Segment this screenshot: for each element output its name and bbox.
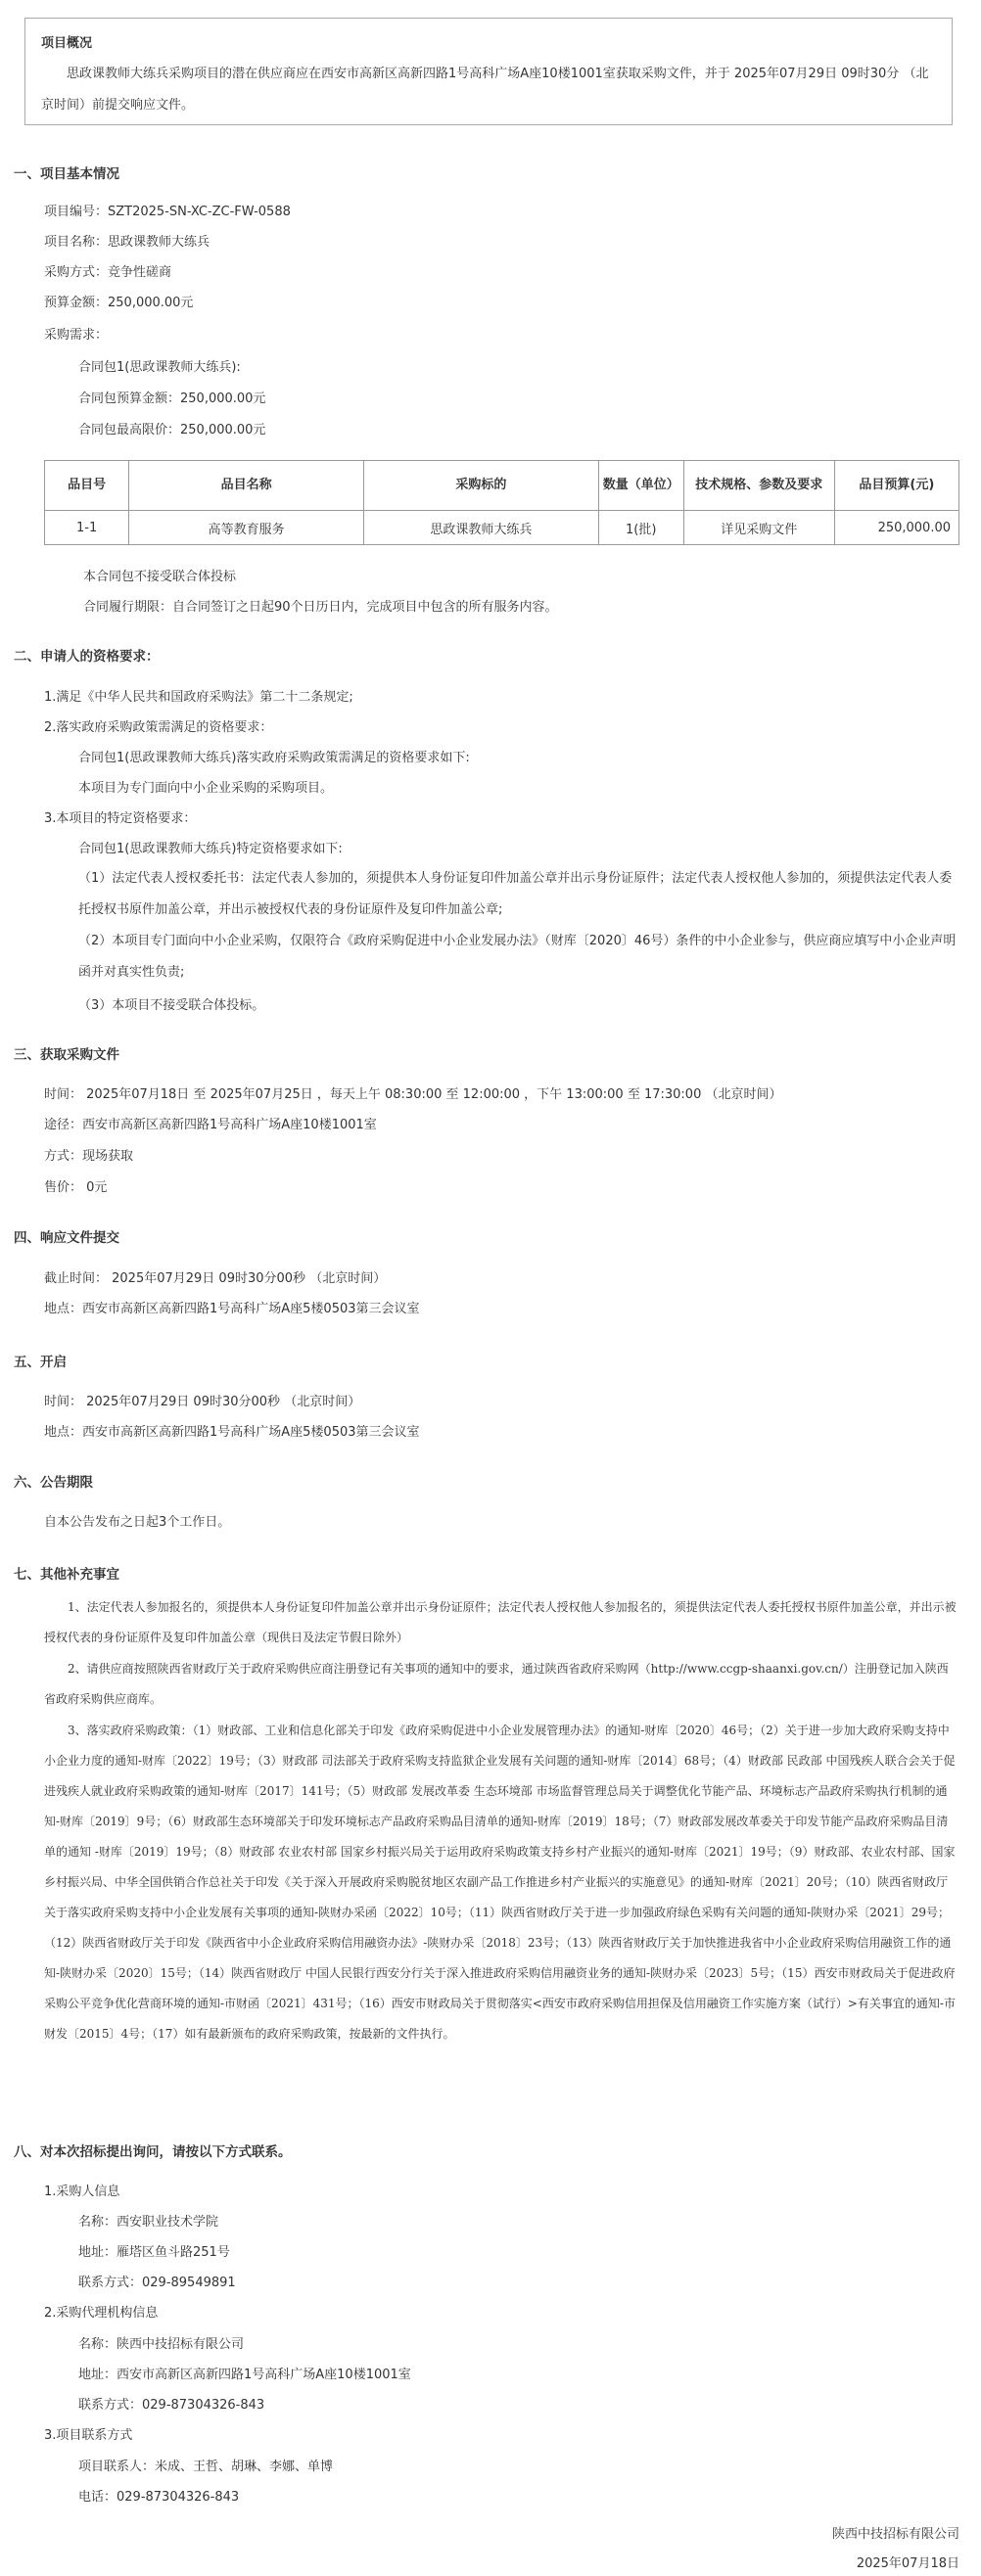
cell-spec: 详见采购文件 [683, 511, 834, 545]
contract-package-max-price: 合同包最高限价：250,000.00元 [78, 423, 266, 437]
footer-date: 2025年07月18日 [856, 2556, 959, 2571]
overview-body: 思政课教师大练兵采购项目的潜在供应商应在西安市高新区高新四路1号高科广场A座10楼1001室获取采购文件，并于 2025年07月29日 09时30分 （北京时间）前提交响应文件。 [41, 67, 929, 113]
project-overview-box [24, 18, 953, 125]
notice-period-text: 自本公告发布之日起3个工作日。 [44, 1515, 231, 1530]
no-consortium-note: 本合同包不接受联合体投标 [83, 570, 237, 584]
section-other-matters-title: 七、其他补充事宜 [14, 1567, 119, 1583]
procurement-items-table [44, 460, 959, 545]
col-header-item-budget: 品目预算(元) [834, 461, 958, 511]
table-row [45, 511, 959, 545]
agency-address: 地址：西安市高新区高新四路1号高科广场A座10楼1001室 [78, 2368, 411, 2382]
cell-quantity: 1(批) [598, 511, 683, 545]
agency-info-label: 2.采购代理机构信息 [44, 2306, 159, 2321]
table-header-row [45, 461, 959, 511]
qualification-item-1: 1.满足《中华人民共和国政府采购法》第二十二条规定; [44, 690, 353, 705]
procurement-method: 采购方式：竞争性磋商 [44, 265, 172, 280]
cell-target: 思政课教师大练兵 [364, 511, 599, 545]
opening-time: 时间： 2025年07月29日 09时30分00秒 （北京时间） [44, 1395, 361, 1409]
col-header-target: 采购标的 [364, 461, 599, 511]
submission-place: 地点：西安市高新区高新四路1号高科广场A座5楼0503第三会议室 [44, 1302, 420, 1316]
agency-phone: 联系方式：029-87304326-843 [78, 2398, 265, 2413]
project-contact-phone: 电话：029-87304326-843 [78, 2490, 240, 2505]
col-header-item-no: 品目号 [45, 461, 129, 511]
section-obtain-docs-title: 三、获取采购文件 [14, 1047, 119, 1063]
qualification-item-2-detail: 合同包1(思政课教师大练兵)落实政府采购政策需满足的资格要求如下: [78, 751, 470, 765]
obtain-way: 方式：现场获取 [44, 1149, 134, 1164]
opening-place: 地点：西安市高新区高新四路1号高科广场A座5楼0503第三会议室 [44, 1425, 420, 1440]
contract-period: 合同履行期限：自合同签订之日起90个日历日内，完成项目中包含的所有服务内容。 [83, 600, 558, 615]
purchaser-info-label: 1.采购人信息 [44, 2185, 120, 2199]
cell-item-name: 高等教育服务 [129, 511, 364, 545]
footer-company: 陕西中技招标有限公司 [831, 2527, 959, 2542]
project-contact-people: 项目联系人：米成、王哲、胡琳、李娜、单博 [78, 2460, 334, 2474]
qualification-item-3-detail: 合同包1(思政课教师大练兵)特定资格要求如下: [78, 842, 343, 856]
obtain-time: 时间： 2025年07月18日 至 2025年07月25日 ，每天上午 08:30:00 至 12:00:00 ，下午 13:00:00 至 17:30:00 （北京时间） [44, 1087, 782, 1102]
qualification-requirement-3: （3）本项目不接受联合体投标。 [78, 998, 265, 1013]
contract-package-name: 合同包1(思政课教师大练兵): [78, 360, 241, 375]
other-matter-3: 3、落实政府采购政策：（1）财政部、工业和信息化部关于印发《政府采购促进中小企业发展管理办法》的通知-财库〔2020〕46号；（2）关于进一步加大政府采购支持中小企业力度的通知-财库〔2022〕19号；（3）财政部 司法部关于政府采购支持监狱企业发展有关问题的通知-财库〔2014〕68号；（4）财政部 民政部 中国残疾人联合会关于促进残疾人就业政府采购政策的通知-财库〔2017〕141号；（5）财政部 发展改革委 生态环境部 市场监督管理总局关于调整优化节能产品、环境标志产品政府采购执行机制的通知-财库〔2019〕9号；（6）财政部生态环境部关于印发环境标志产品政府采购品目清单的通知-财库〔2019〕18号；（7）财政部发展改革委关于印发节能产品政府采购品目清单的通知 -财库〔2019〕19号；（8）财政部 农业农村部 国家乡村振兴局关于运用政府采购政策支持乡村产业振兴的通知-财库〔2021〕19号；（9）财政部、农业农村部、国家乡村振兴局、中华全国供销合作总社关于印发《关于深入开展政府采购脱贫地区农副产品工作推进乡村产业振兴的实施意见》的通知-财库〔2021〕20号；（10）陕西省财政厅关于落实政府采购支持中小企业发展有关事项的通知-陕财办采函〔2022〕10号；（11）陕西省财政厅关于进一步加强政府绿色采购有关问题的通知-陕财办采〔2021〕29号；（12）陕西省财政厅关于印发《陕西省中小企业政府采购信用融资办法》-陕财办采〔2018〕23号；（13）陕西省财政厅关于加快推进我省中小企业政府采购信用融资工作的通知-陕财办采〔2020〕15号；（14）陕西省财政厅 中国人民银行西安分行关于深入推进政府采购信用融资业务的通知-陕财办采〔2023〕5号；（15）西安市财政局关于促进政府采购公平竞争优化营商环境的通知-市财函〔2021〕431号；（16）西安市财政局关于贯彻落实<西安市政府采购信用担保及信用融资工作实施方案（试行）>有关事宜的通知-市财发〔2015〕4号；（17）如有最新颁布的政府采购政策，按最新的文件执行。 [44, 1724, 956, 2041]
section-submission-title: 四、响应文件提交 [14, 1230, 119, 1246]
section-contact-title: 八、对本次招标提出询问，请按以下方式联系。 [14, 2144, 292, 2160]
cell-item-no: 1-1 [45, 511, 129, 545]
other-matter-1: 1、法定代表人参加报名的，须提供本人身份证复印件加盖公章并出示身份证原件；法定代表人授权他人参加报名的，须提供法定代表人委托授权书原件加盖公章，并出示被授权代表的身份证原件及复印件加盖公章（现供日及法定节假日除外） [44, 1600, 957, 1644]
overview-title: 项目概况 [41, 36, 93, 51]
submission-deadline: 截止时间： 2025年07月29日 09时30分00秒 （北京时间） [44, 1271, 387, 1286]
section-opening-title: 五、开启 [14, 1355, 67, 1370]
obtain-place: 途径：西安市高新区高新四路1号高科广场A座10楼1001室 [44, 1118, 377, 1132]
obtain-price: 售价： 0元 [44, 1180, 108, 1195]
project-number: 项目编号：SZT2025-SN-XC-ZC-FW-0588 [44, 205, 291, 219]
purchaser-name: 名称：西安职业技术学院 [78, 2215, 219, 2230]
purchaser-phone: 联系方式：029-89549891 [78, 2276, 236, 2290]
qualification-item-2: 2.落实政府采购政策需满足的资格要求： [44, 720, 273, 735]
section-basic-info-title: 一、项目基本情况 [14, 166, 119, 182]
agency-name: 名称：陕西中技招标有限公司 [78, 2337, 245, 2352]
other-matter-2: 2、请供应商按照陕西省财政厅关于政府采购供应商注册登记有关事项的通知中的要求，通过陕西省政府采购网（http://www.ccgp-shaanxi.gov.cn/）注册登记加入陕西省政府采购供应商库。 [44, 1662, 949, 1706]
qualification-requirement-1: （1）法定代表人授权委托书：法定代表人参加的，须提供本人身份证复印件加盖公章并出示身份证原件；法定代表人授权他人参加的，须提供法定代表人委托授权书原件加盖公章，并出示被授权代表的身份证原件及复印件加盖公章; [78, 871, 953, 917]
qualification-item-3: 3.本项目的特定资格要求： [44, 811, 197, 826]
procurement-requirement-label: 采购需求： [44, 328, 109, 343]
purchaser-address: 地址：雁塔区鱼斗路251号 [78, 2245, 230, 2260]
project-name: 项目名称：思政课教师大练兵 [44, 235, 210, 250]
col-header-quantity: 数量（单位） [598, 461, 683, 511]
budget-amount: 预算金额：250,000.00元 [44, 296, 194, 310]
section-notice-period-title: 六、公告期限 [14, 1475, 93, 1491]
col-header-item-name: 品目名称 [129, 461, 364, 511]
project-contact-label: 3.项目联系方式 [44, 2428, 133, 2443]
contract-package-budget: 合同包预算金额：250,000.00元 [78, 391, 266, 406]
cell-item-budget: 250,000.00 [834, 511, 958, 545]
qualification-item-2-note: 本项目为专门面向中小企业采购的采购项目。 [78, 781, 334, 796]
section-qualification-title: 二、申请人的资格要求： [14, 649, 160, 665]
qualification-requirement-2: （2）本项目专门面向中小企业采购，仅限符合《政府采购促进中小企业发展办法》（财库〔2020〕46号）条件的中小企业参与，供应商应填写中小企业声明函并对真实性负责; [78, 934, 957, 980]
col-header-spec: 技术规格、参数及要求 [683, 461, 834, 511]
